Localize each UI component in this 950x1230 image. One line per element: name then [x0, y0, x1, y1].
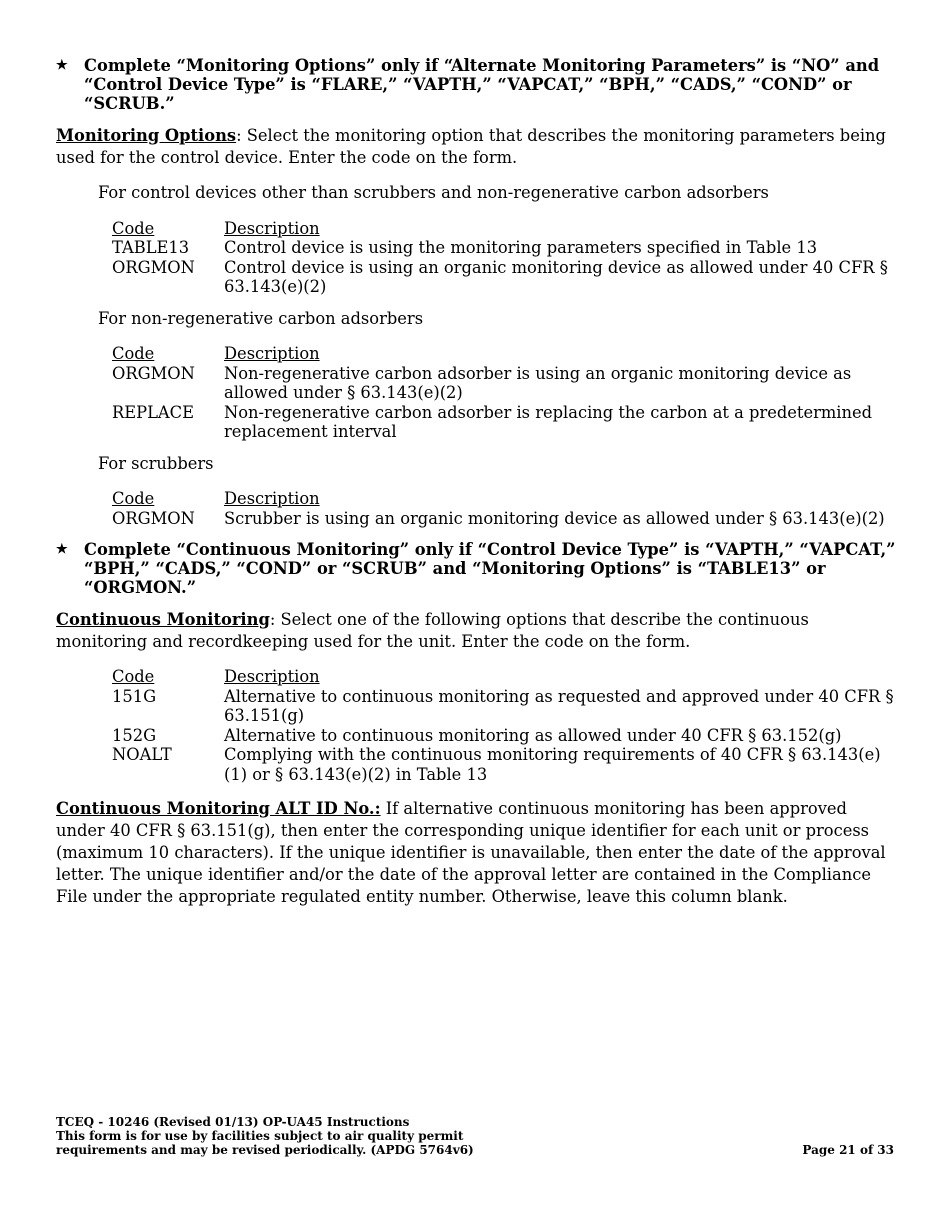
- table-row: [112, 509, 896, 529]
- description-cell: Non-regenerative carbon adsorber is using an organic monitoring device as allowed under § 63.143(e)(2): [224, 363, 852, 402]
- group-title: For non-regenerative carbon adsorbers: [98, 308, 424, 328]
- code-cell: ORGMON: [112, 257, 195, 277]
- code-cell: 151G: [112, 686, 157, 706]
- note-text: Complete “Monitoring Options” only if “Alternate Monitoring Parameters” is “NO” and “Control Device Type” is “FLARE,” “VAPTH,” “VAPCAT,” “BPH,” “CADS,” “COND” or “SCRUB.”: [84, 56, 880, 113]
- table-header: [112, 219, 896, 239]
- code-table-group2: [112, 344, 896, 442]
- code-cell: TABLE13: [112, 238, 190, 257]
- continuous-monitoring-label: Continuous Monitoring: [56, 610, 270, 629]
- table-header: [112, 344, 896, 364]
- footer-line: requirements and may be revised periodically. (APDG 5764v6): [56, 1143, 474, 1157]
- star-icon: ★: [56, 58, 68, 73]
- description-header: Description: [224, 489, 320, 508]
- code-cell: 152G: [112, 725, 157, 745]
- page-number: Page 21 of 33: [802, 1143, 894, 1157]
- table-row: [112, 687, 896, 726]
- page-content: [56, 56, 896, 922]
- group-title: For control devices other than scrubbers and non-regenerative carbon adsorbers: [98, 183, 769, 202]
- description-header: Description: [224, 667, 320, 686]
- code-header: Code: [112, 489, 155, 508]
- alt-id-label: Continuous Monitoring ALT ID No.:: [56, 799, 381, 818]
- code-table-group1: [112, 219, 896, 297]
- code-cell: REPLACE: [112, 402, 195, 422]
- monitoring-options-text: : Select the monitoring option that describes the monitoring parameters being used for the control device. Enter the code on the form.: [56, 126, 886, 167]
- footer-line: TCEQ - 10246 (Revised 01/13) OP-UA45 Instructions: [56, 1115, 410, 1129]
- code-cell: ORGMON: [112, 508, 195, 528]
- monitoring-options-paragraph: [56, 125, 896, 169]
- alt-id-text: If alternative continuous monitoring has been approved under 40 CFR § 63.151(g), then enter the corresponding unique identifier for each unit or process (maximum 10 characters). If the unique identifier is unavailable, then enter the date of the approval letter. The unique identifier and/or the date of the approval letter are contained in the Compliance File under the appropriate regulated entity number. Otherwise, leave this column blank.: [56, 799, 886, 906]
- code-header: Code: [112, 667, 155, 686]
- continuous-monitoring-paragraph: [56, 609, 896, 653]
- description-cell: Non-regenerative carbon adsorber is replacing the carbon at a predetermined replacement interval: [224, 402, 873, 441]
- description-cell: Control device is using an organic monitoring device as allowed under 40 CFR § 63.143(e)(2): [224, 257, 888, 296]
- table-row: [112, 745, 896, 784]
- description-header: Description: [224, 344, 320, 363]
- code-cell: NOALT: [112, 745, 172, 764]
- note-monitoring-options: [56, 56, 896, 113]
- note-text: Complete “Continuous Monitoring” only if “Control Device Type” is “VAPTH,” “VAPCAT,” “BPH,” “CADS,” “COND” or “SCRUB” and “Monitoring Options” is “TABLE13” or “ORGMON.”: [84, 540, 896, 597]
- alt-id-paragraph: [56, 798, 896, 908]
- group-title: For scrubbers: [98, 453, 214, 473]
- description-cell: Alternative to continuous monitoring as requested and approved under 40 CFR § 63.151(g): [224, 686, 894, 725]
- table-row: [112, 364, 896, 403]
- description-cell: Complying with the continuous monitoring requirements of 40 CFR § 63.143(e)(1) or § 63.143(e)(2) in Table 13: [224, 745, 881, 784]
- description-cell: Control device is using the monitoring parameters specified in Table 13: [224, 238, 818, 257]
- code-header: Code: [112, 218, 155, 238]
- table-row: [112, 258, 896, 297]
- table-row: [112, 238, 896, 258]
- footer-line: This form is for use by facilities subject to air quality permit: [56, 1129, 464, 1143]
- code-cell: ORGMON: [112, 363, 195, 383]
- star-icon: ★: [56, 542, 68, 557]
- description-header: Description: [224, 218, 320, 238]
- description-cell: Scrubber is using an organic monitoring device as allowed under § 63.143(e)(2): [224, 508, 885, 528]
- page-footer: [56, 1115, 894, 1157]
- continuous-monitoring-text: : Select one of the following options that describe the continuous monitoring and recordkeeping used for the unit. Enter the code on the form.: [56, 610, 809, 651]
- monitoring-options-label: Monitoring Options: [56, 126, 237, 145]
- table-row: [112, 403, 896, 442]
- code-header: Code: [112, 344, 155, 363]
- description-cell: Alternative to continuous monitoring as allowed under 40 CFR § 63.152(g): [224, 725, 842, 745]
- table-header: [112, 667, 896, 687]
- code-table-group4: [112, 667, 896, 784]
- note-continuous-monitoring: [56, 540, 896, 597]
- table-header: [112, 489, 896, 509]
- code-table-group3: [112, 489, 896, 528]
- table-row: [112, 726, 896, 746]
